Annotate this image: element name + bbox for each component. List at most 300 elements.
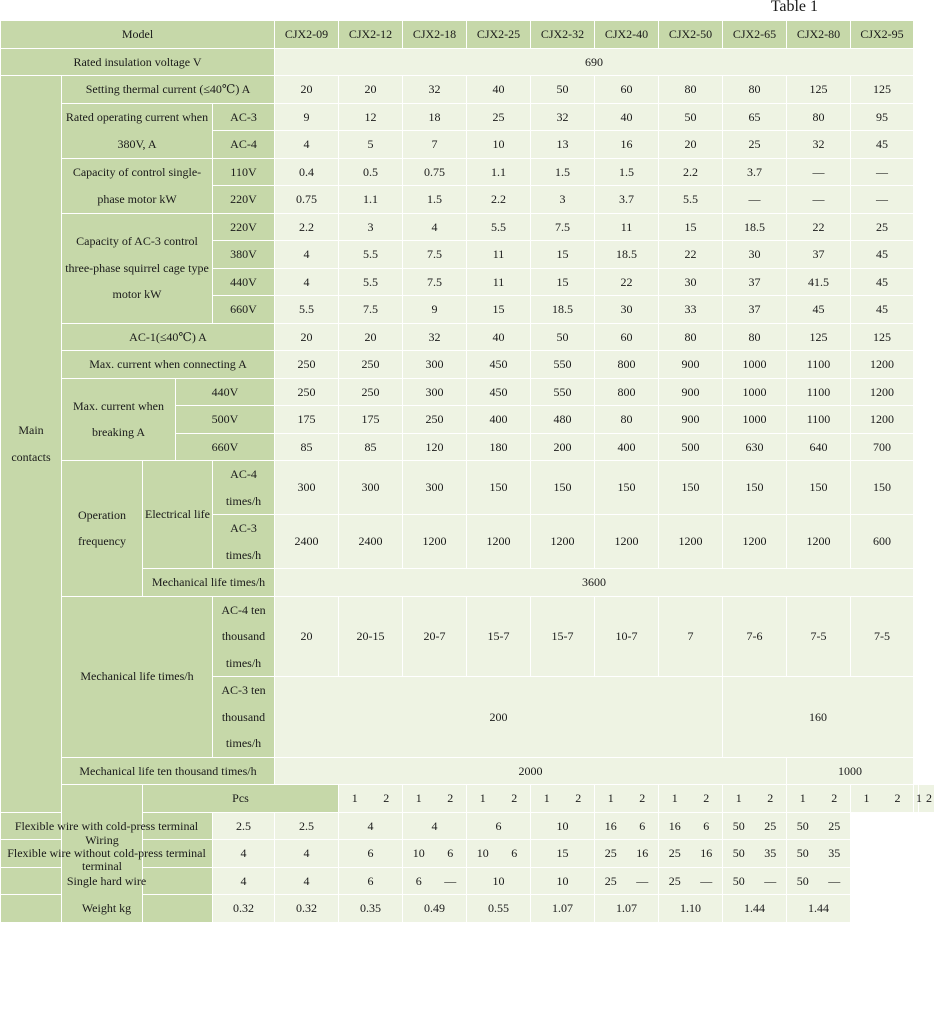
cell-value: 10 [467,131,531,159]
cell-value: 2 [627,785,659,812]
model-header: CJX2-50 [659,21,723,49]
cell-value [851,785,914,813]
cell-value: 6 [339,867,403,895]
cell-value: 10 [531,812,595,840]
cell-value: 1 [531,785,563,812]
cell-value: 1000 [723,378,787,406]
cell-value: 16 [627,840,659,867]
cell-value: 1200 [595,515,659,569]
table-row [1,351,919,379]
cell-value: 1200 [659,515,723,569]
cell-value: 25 [467,103,531,131]
cell-value: 6 [339,840,403,868]
cell-value: 33 [659,296,723,324]
cell-value: 7.5 [339,296,403,324]
cell-value: 5.5 [659,186,723,214]
cell-value: 25 [659,868,691,895]
cell-value: 550 [531,378,595,406]
cell-value: 80 [659,323,723,351]
cell-value: 0.35 [339,895,403,923]
cell-value: 450 [467,351,531,379]
cell-value: 7.5 [403,241,467,269]
cell-value: 16 [595,813,627,840]
cell-value: 6 [499,840,531,867]
cell-value [339,785,403,813]
cell-value: 1 [851,785,882,812]
cell-value: 7-6 [723,596,787,677]
cell-value: 2 [882,785,913,812]
cell-value: 5 [339,131,403,159]
cell-value: 7 [659,596,723,677]
row-label: Electrical life [143,461,213,569]
cell-value: 12 [339,103,403,131]
cell-value: 60 [595,323,659,351]
cell-value: 2400 [275,515,339,569]
cell-value: 1200 [723,515,787,569]
cell-value: 7.5 [403,268,467,296]
cell-value: 4 [213,840,275,868]
cell-value: 15 [531,268,595,296]
cell-value: 175 [275,406,339,434]
cell-value: 1 [467,785,499,812]
cell-value: 6 [467,812,531,840]
cell-value: 175 [339,406,403,434]
model-header: CJX2-80 [787,21,851,49]
cell-value: 15-7 [531,596,595,677]
cell-value: 120 [403,433,467,461]
cell-value: 3600 [275,569,914,597]
cell-value: 25 [723,131,787,159]
row-label: Max. current when breaking A [62,378,176,461]
cell-value: 45 [851,296,914,324]
cell-value [723,812,787,840]
cell-value: 25 [819,813,851,840]
cell-value: 0.4 [275,158,339,186]
cell-value: 45 [851,241,914,269]
sub-label: AC-3 ten thousand times/h [213,677,275,758]
cell-value: 7 [403,131,467,159]
cell-value: 250 [275,351,339,379]
model-header: CJX2-65 [723,21,787,49]
cell-value: 32 [403,76,467,104]
cell-value: 18.5 [595,241,659,269]
cell-value [531,785,595,813]
cell-value [595,785,659,813]
cell-value: 2 [819,785,851,812]
cell-value: 4 [275,131,339,159]
cell-value: 50 [723,813,755,840]
cell-value: 700 [851,433,914,461]
row-label: Capacity of AC-3 control three-phase squirrel cage type motor kW [62,213,213,323]
model-header: CJX2-25 [467,21,531,49]
cell-value: 500 [659,433,723,461]
cell-value: — [723,186,787,214]
cell-value: 22 [787,213,851,241]
sub-label: 220V [213,186,275,214]
cell-value [723,785,787,813]
cell-value: 250 [275,378,339,406]
cell-value: 2 [371,785,403,812]
cell-value [467,785,531,813]
cell-value: 45 [787,296,851,324]
cell-value: 300 [339,461,403,515]
cell-value: 400 [595,433,659,461]
cell-value: 37 [723,296,787,324]
row-label: Mechanical life ten thousand times/h [62,757,275,785]
cell-value: 1.5 [403,186,467,214]
cell-value: 6 [691,813,723,840]
cell-value: 11 [467,268,531,296]
cell-value: 160 [723,677,914,758]
cell-value [659,785,723,813]
table-row [1,76,919,104]
cell-value: 13 [531,131,595,159]
table-row [1,48,919,76]
cell-value: 1000 [723,406,787,434]
cell-value: 18.5 [531,296,595,324]
cell-value: 10-7 [595,596,659,677]
cell-value: 200 [531,433,595,461]
cell-value: 4 [403,213,467,241]
cell-value: 16 [659,813,691,840]
cell-value: 50 [531,76,595,104]
cell-value: 2 [435,785,467,812]
model-header: CJX2-12 [339,21,403,49]
cell-value: 150 [851,461,914,515]
table-row [1,895,919,923]
cell-value [787,785,851,813]
cell-value: 25 [755,813,787,840]
cell-value: 15-7 [467,596,531,677]
cell-value: 50 [723,868,755,895]
sub-label: AC-4 [213,131,275,159]
cell-value: 41.5 [787,268,851,296]
cell-value: 800 [595,351,659,379]
cell-value: 125 [787,323,851,351]
row-label: Mechanical life times/h [143,569,275,597]
cell-value: 300 [403,461,467,515]
cell-value: 30 [595,296,659,324]
cell-value: — [787,158,851,186]
table-row [1,103,919,131]
cell-value: 20-7 [403,596,467,677]
row-label: Flexible wire with cold-press terminal [1,812,213,840]
cell-value: 32 [403,323,467,351]
cell-value: 10 [531,867,595,895]
cell-value [787,812,851,840]
cell-value: 690 [275,48,914,76]
cell-value: 1 [787,785,819,812]
sub-label: AC-4 times/h [213,461,275,515]
cell-value: 150 [467,461,531,515]
cell-value: 2 [563,785,595,812]
row-label: Mechanical life times/h [62,596,213,757]
cell-value: 200 [275,677,723,758]
cell-value: 20 [339,76,403,104]
cell-value: 2.2 [659,158,723,186]
cell-value: 95 [851,103,914,131]
cell-value: 3.7 [595,186,659,214]
cell-value: 2.5 [213,812,275,840]
cell-value: — [627,868,659,895]
sub-label: 660V [213,296,275,324]
cell-value: 18 [403,103,467,131]
cell-value: 25 [851,213,914,241]
cell-value: 5.5 [467,213,531,241]
table-row [1,213,919,241]
cell-value [403,785,467,813]
cell-value: 18.5 [723,213,787,241]
row-label: Flexible wire without cold-press terminal [1,840,213,868]
cell-value: 25 [595,868,627,895]
row-label: Max. current when connecting A [62,351,275,379]
cell-value: 1000 [723,351,787,379]
cell-value: 9 [403,296,467,324]
cell-value [595,812,659,840]
cell-value: 0.32 [213,895,275,923]
cell-value: 1.1 [339,186,403,214]
cell-value: 16 [595,131,659,159]
cell-value: — [787,186,851,214]
cell-value: 1.1 [467,158,531,186]
cell-value: 630 [723,433,787,461]
table-row [1,867,919,895]
table-row [1,21,919,49]
cell-value: 2400 [339,515,403,569]
cell-value: 900 [659,351,723,379]
sub-label: 110V [213,158,275,186]
model-header: CJX2-18 [403,21,467,49]
cell-value: 37 [723,268,787,296]
cell-value: 35 [755,840,787,867]
sub-label: 380V [213,241,275,269]
cell-value: 20-15 [339,596,403,677]
sub-label: 660V [176,433,275,461]
sub-label: 440V [176,378,275,406]
cell-value: 15 [659,213,723,241]
cell-value: 22 [595,268,659,296]
table-caption-area [0,0,919,20]
cell-value: 3.7 [723,158,787,186]
cell-value: 1 [914,785,924,812]
model-header: CJX2-40 [595,21,659,49]
cell-value: 50 [787,840,819,867]
cell-value: 2 [755,785,787,812]
cell-value: 20 [659,131,723,159]
sub-label: 440V [213,268,275,296]
cell-value: 20 [275,596,339,677]
row-label: Single hard wire [1,867,213,895]
cell-value: 1.07 [531,895,595,923]
cell-value: 6 [627,813,659,840]
table-row [1,158,919,186]
cell-value: 900 [659,406,723,434]
cell-value: 80 [723,323,787,351]
cell-value: 65 [723,103,787,131]
cell-value: 2.5 [275,812,339,840]
cell-value: 1200 [467,515,531,569]
cell-value: 50 [787,813,819,840]
cell-value: 0.75 [275,186,339,214]
cell-value [403,867,467,895]
sub-label: 220V [213,213,275,241]
cell-value: 32 [531,103,595,131]
cell-value [403,840,467,868]
cell-value: 10 [467,867,531,895]
cell-value: 0.49 [403,895,467,923]
cell-value: 0.32 [275,895,339,923]
cell-value: 150 [723,461,787,515]
cell-value: 20 [339,323,403,351]
cell-value: 20 [275,323,339,351]
cell-value: 50 [723,840,755,867]
cell-value: 1 [595,785,627,812]
table-row [1,785,919,813]
cell-value: 4 [403,812,467,840]
cell-value: 37 [787,241,851,269]
cell-value: 1200 [531,515,595,569]
cell-value: 150 [787,461,851,515]
cell-value: 50 [787,868,819,895]
cell-value: 30 [723,241,787,269]
cell-value: 1100 [787,351,851,379]
cell-value: 125 [787,76,851,104]
cell-value: — [851,158,914,186]
cell-value: 4 [275,268,339,296]
cell-value: 50 [659,103,723,131]
cell-value: 150 [595,461,659,515]
cell-value: 2 [691,785,723,812]
row-label: Weight kg [1,895,213,923]
sub-label: AC-4 ten thousand times/h [213,596,275,677]
cell-value: 125 [851,323,914,351]
cell-value: 1 [723,785,755,812]
cell-value: 1 [659,785,691,812]
cell-value: 6 [403,868,435,895]
cell-value [723,840,787,868]
cell-value: 1.07 [595,895,659,923]
cell-value: 2 [499,785,531,812]
cell-value: 0.5 [339,158,403,186]
row-label: Setting thermal current (≤40℃) A [62,76,275,104]
table-row [1,757,919,785]
model-header: CJX2-09 [275,21,339,49]
cell-value: 2.2 [467,186,531,214]
model-header: CJX2-95 [851,21,914,49]
cell-value: 1 [403,785,435,812]
cell-value: 2000 [275,757,787,785]
cell-value: 5.5 [339,241,403,269]
cell-value [659,812,723,840]
cell-value: 11 [467,241,531,269]
cell-value: 40 [467,76,531,104]
cell-value: 1 [339,785,371,812]
cell-value: 4 [275,867,339,895]
sub-label: AC-3 [213,103,275,131]
cell-value: 1.44 [723,895,787,923]
cell-value: 80 [787,103,851,131]
model-header: CJX2-32 [531,21,595,49]
cell-value: 300 [403,351,467,379]
cell-value: 35 [819,840,851,867]
cell-value: 40 [467,323,531,351]
cell-value: 6 [435,840,467,867]
cell-value: 150 [531,461,595,515]
cell-value: 7-5 [851,596,914,677]
cell-value: 80 [595,406,659,434]
cell-value: — [819,868,851,895]
cell-value: 1100 [787,406,851,434]
cell-value: 80 [659,76,723,104]
cell-value: 0.75 [403,158,467,186]
cell-value: 10 [467,840,499,867]
cell-value: 0.55 [467,895,531,923]
cell-value [659,840,723,868]
cell-value: 3 [531,186,595,214]
cell-value [595,867,659,895]
sub-label: AC-3 times/h [213,515,275,569]
cell-value: 10 [403,840,435,867]
cell-value: 50 [531,323,595,351]
cell-value: — [851,186,914,214]
cell-value: 150 [659,461,723,515]
cell-value: 1200 [403,515,467,569]
cell-value: 600 [851,515,914,569]
cell-value: 20 [275,76,339,104]
cell-value: 450 [467,378,531,406]
cell-value: 480 [531,406,595,434]
cell-value: 1000 [787,757,914,785]
table-row [1,378,919,406]
cell-value: 7-5 [787,596,851,677]
cell-value: 1200 [851,406,914,434]
cell-value [659,867,723,895]
cell-value: 15 [531,840,595,868]
cell-value: 5.5 [275,296,339,324]
cell-value: 1.5 [595,158,659,186]
group-label-main-contacts: Main contacts [1,76,62,813]
cell-value: 300 [275,461,339,515]
sub-label: 500V [176,406,275,434]
cell-value: 40 [595,103,659,131]
cell-value: 15 [467,296,531,324]
cell-value: 32 [787,131,851,159]
cell-value: 60 [595,76,659,104]
cell-value [914,785,933,813]
cell-value: 1.10 [659,895,723,923]
cell-value: 4 [275,241,339,269]
cell-value: 9 [275,103,339,131]
cell-value: 25 [595,840,627,867]
cell-value [595,840,659,868]
cell-value: 2.2 [275,213,339,241]
cell-value: 1.5 [531,158,595,186]
cell-value: 45 [851,131,914,159]
table-row [1,323,919,351]
cell-value: 45 [851,268,914,296]
cell-value [723,867,787,895]
cell-value: 250 [403,406,467,434]
cell-value: 800 [595,378,659,406]
cell-value: 125 [851,76,914,104]
cell-value: 80 [723,76,787,104]
cell-value: 300 [403,378,467,406]
cell-value: — [755,868,787,895]
cell-value: 1200 [851,351,914,379]
cell-value: 30 [659,268,723,296]
row-label: Capacity of control single-phase motor kW [62,158,213,213]
cell-value: 250 [339,378,403,406]
